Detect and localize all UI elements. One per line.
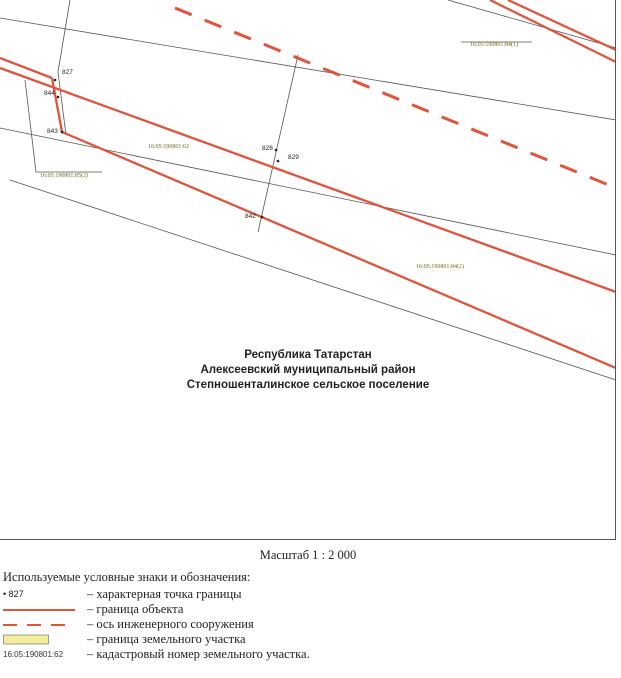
legend-item-object-boundary [3,602,423,617]
object-boundary-line [508,0,616,50]
legend-text: – ось инженерного сооружения [87,617,254,631]
legend-text: – граница объекта [87,602,184,616]
boundary-point [261,216,264,219]
point-label-842: 842 [245,213,256,220]
point-label-843: 843 [47,128,58,135]
legend-item-cadastral-number [3,647,423,662]
object-boundary-line [62,132,616,368]
parcel-line [258,55,298,232]
district-title: Алексеевский муниципальный район [200,364,416,376]
parcel-line [25,80,36,172]
object-boundary-line [0,58,52,78]
engineering-axis-line [175,8,616,188]
legend-text: – граница земельного участка [87,632,246,646]
legend-item-parcel-boundary [3,632,423,647]
point-label-827: 827 [62,69,73,76]
red-dashed-line-icon [3,617,83,632]
parcel-label: 16:05:190801:62 [148,144,190,150]
boundary-point [275,149,278,152]
boundary-point [277,160,280,163]
legend-text: – кадастровый номер земельного участка. [87,647,310,661]
legend-item-engineering-axis [3,617,423,632]
parcel-line [58,72,66,135]
parcel-line [448,0,616,48]
object-boundary-line [490,0,616,62]
legend-item-point [3,587,423,602]
legend-text: – характерная точка границы [87,587,242,601]
cadastral-number-sample: 16:05:190801:62 [3,650,64,659]
point-label-829: 829 [288,154,299,161]
object-boundary-line [0,68,616,292]
parcel-line [58,0,70,72]
parcel-label: 16:05:190801:84(2) [416,264,464,270]
boundary-point [57,96,60,99]
point-icon: • 827 [3,589,24,599]
legend-title: Используемые условные знаки и обозначения: [3,570,251,584]
parcel-label: 16:05:190801:84(1) [470,42,518,48]
yellow-box-icon [3,632,83,647]
object-boundary-line [52,78,62,132]
parcel-label: 16:05:190801:85(2) [40,173,88,179]
red-solid-line-icon [3,602,83,617]
boundary-point [54,79,57,82]
boundary-point [61,131,64,134]
map-scale: Масштаб 1 : 2 000 [259,548,357,562]
region-title: Республика Татарстан [244,349,372,361]
point-label-828: 828 [262,145,273,152]
settlement-title: Степношенталинское сельское поселение [186,379,430,391]
point-label-844: 844 [44,90,55,97]
parcel-line [0,18,616,120]
